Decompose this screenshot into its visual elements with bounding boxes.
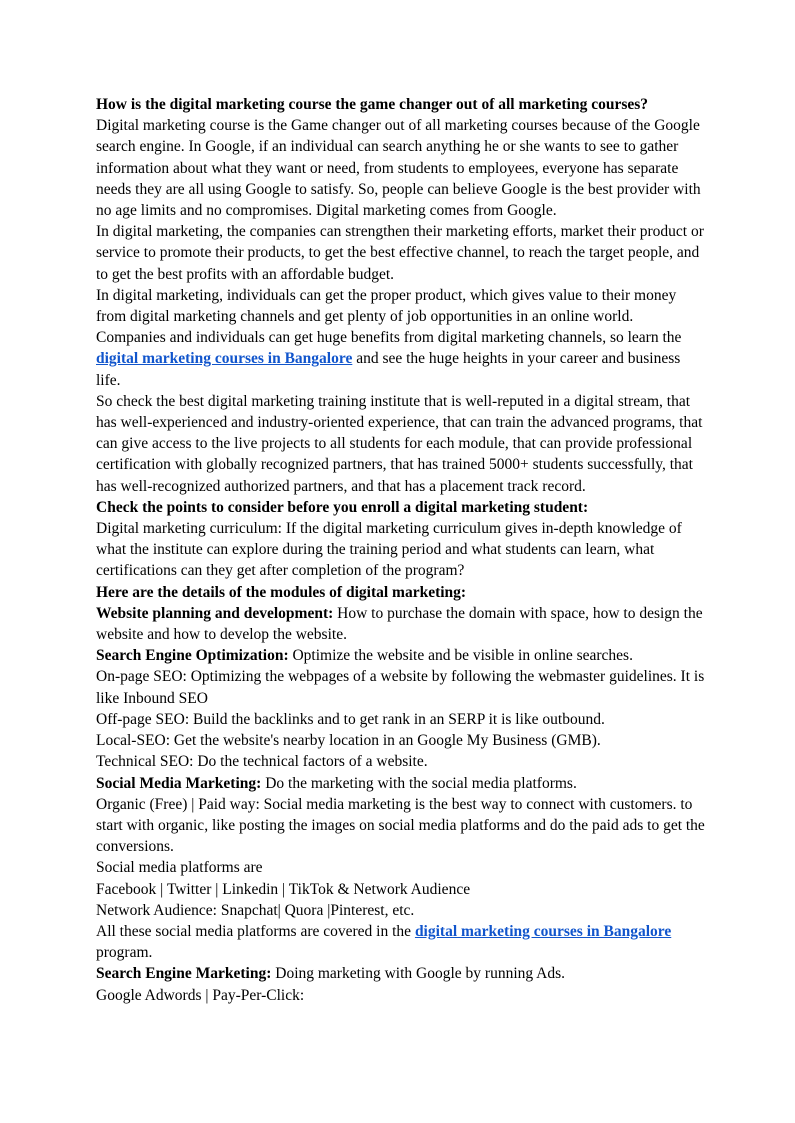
smm-organic-line: Organic (Free) | Paid way: Social media marketing is the best way to connect with customers. to start with organic, like posting the images on social media platforms and do the paid ads to get the conversions. (96, 795, 705, 856)
module-smm (96, 773, 706, 794)
seo-technical-line: Technical SEO: Do the technical factors of a website. (96, 753, 428, 771)
module-seo (96, 645, 706, 666)
seo-offpage-line: Off-page SEO: Build the backlinks and to get rank in an SERP it is like outbound. (96, 710, 605, 728)
paragraph-benefits-text-before: Companies and individuals can get huge benefits from digital marketing channels, so learn the (96, 329, 682, 347)
seo-local-line: Local-SEO: Get the website's nearby location in an Google My Business (GMB). (96, 732, 601, 750)
paragraph-individuals: In digital marketing, individuals can get the proper product, which gives value to their money from digital marketing channels and get plenty of job opportunities in an online world. (96, 286, 677, 326)
module-smm-title: Social Media Marketing: (96, 774, 262, 792)
smm-network-audience: Network Audience: Snapchat| Quora |Pinterest, etc. (96, 901, 415, 919)
paragraph-google-search: Digital marketing course is the Game changer out of all marketing courses because of the Google search engine. In Google, if an individual can search anything he or she wants to see to gather information about what they want or need, from students to employees, everyone has separate needs they are all using Google to satisfy. So, people can believe Google is the best provider with no age limits and no compromises. Digital marketing comes from Google. (96, 117, 701, 220)
module-seo-text: Optimize the website and be visible in online searches. (288, 647, 633, 665)
paragraph-benefits-text-after: and see the huge heights in your career and business life. (96, 350, 681, 389)
heading-modules: Here are the details of the modules of digital marketing: (96, 583, 467, 601)
module-website-planning-title: Website planning and development: (96, 604, 334, 622)
paragraph-training-institute: So check the best digital marketing training institute that is well-reputed in a digital stream, that has well-experienced and industry-oriented experience, that can train the advanced programs, that can give access to the live projects to all students for each module, that can provide professional certification with globally recognized partners, that has trained 5000+ students successfully, that has well-recognized authorized partners, and that has a placement track record. (96, 392, 703, 495)
document-page (96, 94, 706, 1006)
paragraph-companies: In digital marketing, the companies can strengthen their marketing efforts, market their product or service to promote their products, to get the best effective channel, to reach the target people, and to get the best profits with an affordable budget. (96, 223, 704, 283)
paragraph-benefits (96, 327, 706, 391)
module-smm-text: Do the marketing with the social media platforms. (261, 774, 577, 792)
module-sem-title: Search Engine Marketing: (96, 965, 272, 983)
heading-points-to-consider: Check the points to consider before you enroll a digital marketing student: (96, 498, 589, 516)
smm-covered-line (96, 921, 706, 963)
module-website-planning-text: How to purchase the domain with space, how to design the website and how to develop the website. (96, 604, 703, 644)
smm-platforms-list: Facebook | Twitter | Linkedin | TikTok & Network Audience (96, 880, 471, 898)
smm-platforms-intro: Social media platforms are (96, 859, 263, 877)
seo-onpage-line: On-page SEO: Optimizing the webpages of a website by following the webmaster guidelines. It is like Inbound SEO (96, 668, 705, 707)
module-seo-title: Search Engine Optimization: (96, 647, 289, 665)
sem-adwords-line: Google Adwords | Pay-Per-Click: (96, 986, 305, 1004)
module-sem (96, 963, 706, 984)
module-sem-text: Doing marketing with Google by running Ads. (271, 965, 565, 983)
smm-covered-text-before: All these social media platforms are covered in the (96, 922, 415, 940)
bangalore-courses-link-2[interactable]: digital marketing courses in Bangalore (414, 922, 672, 940)
paragraph-curriculum: Digital marketing curriculum: If the digital marketing curriculum gives in-depth knowledge of what the institute can explore during the training period and what students can learn, what certifications can they get after completion of the program? (96, 520, 682, 580)
heading-game-changer: How is the digital marketing course the game changer out of all marketing courses? (96, 96, 649, 113)
bangalore-courses-link[interactable]: digital marketing courses in Bangalore (96, 350, 353, 368)
smm-covered-text-after: program. (96, 944, 153, 962)
module-website-planning (96, 603, 706, 645)
